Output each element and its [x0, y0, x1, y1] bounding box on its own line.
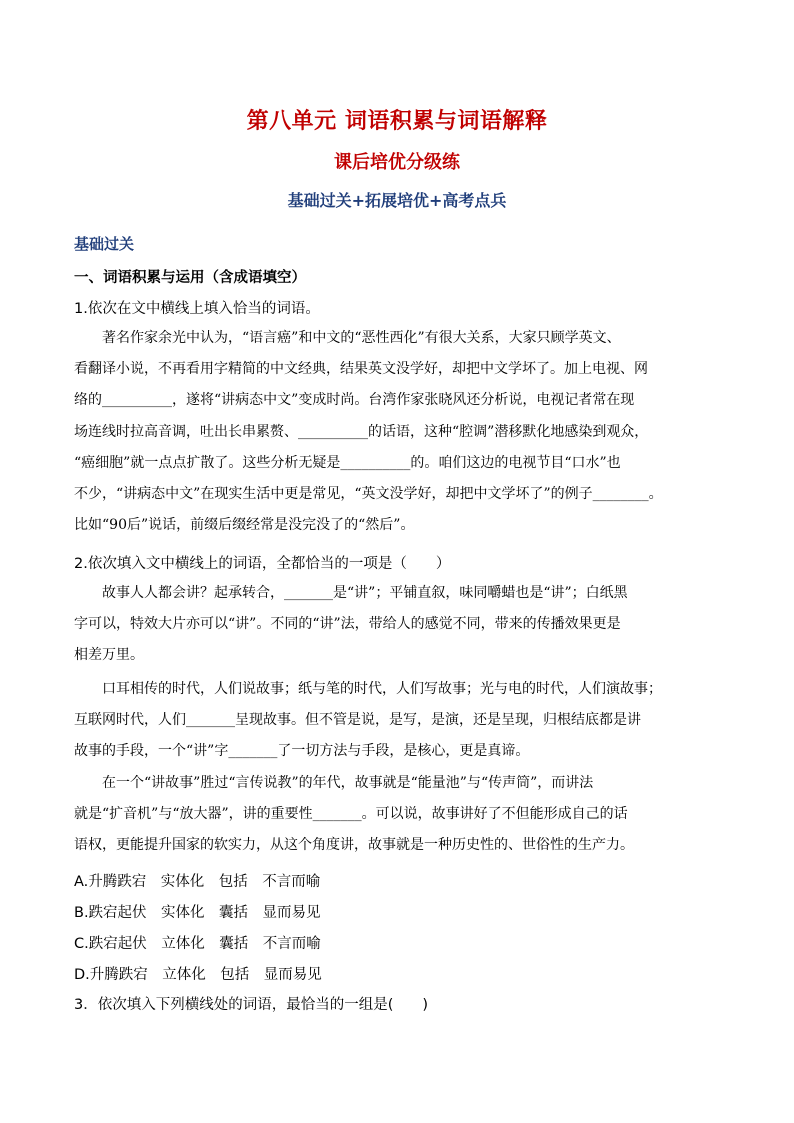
option-b: B.跌宕起伏 实体化 囊括 显而易见: [74, 905, 321, 921]
passage-line: 故事人人都会讲？起承转合，_______是“讲”；平铺直叙，味同嚼蜡也是“讲”；白纸黑: [102, 585, 628, 601]
passage-line: 语权，更能提升国家的软实力，从这个角度讲，故事就是一种历史性的、世俗性的生产力。: [74, 837, 634, 854]
passage-line: 看翻译小说，不再看用字精简的中文经典，结果英文没学好，却把中文学坏了。加上电视、网: [74, 361, 648, 378]
question-1-stem: 1.依次在文中横线上填入恰当的词语。: [74, 301, 320, 317]
passage-line: 不少，“讲病态中文”在现实生活中更是常见，“英文没学好，却把中文学坏了”的例子________。: [74, 486, 663, 503]
passage-line: 场连线时拉高音调，吐出长串累赘、__________的话语，这种“腔调”潜移默化地感染到观众，: [74, 423, 649, 440]
question-2-paragraph-3: [74, 768, 724, 862]
passage-line: 络的__________，遂将“讲病态中文”变成时尚。台湾作家张晓风还分析说，电视记者常在现: [74, 392, 635, 409]
passage-line: 就是“扩音机”与“放大器”，讲的重要性_______。可以说，故事讲好了不但能形成自己的话: [74, 806, 628, 823]
page-subtitle: 课后培优分级练: [334, 152, 460, 173]
passage-line: 口耳相传的时代，人们说故事；纸与笔的时代，人们写故事；光与电的时代，人们演故事；: [102, 681, 662, 697]
question-2-paragraph-2: [74, 674, 724, 768]
passage-line: 互联网时代，人们_______呈现故事。但不管是说，是写，是演，还是呈现，归根结底都是讲: [74, 712, 641, 729]
passage-line: 在一个“讲故事”胜过“言传说教”的年代，故事就是“能量池”与“传声筒”，而讲法: [102, 775, 594, 791]
part-heading: 一、词语积累与运用（含成语填空）: [74, 270, 306, 286]
passage-line: 字可以，特效大片亦可以“讲”。不同的“讲”法，带给人的感觉不同，带来的传播效果更是: [74, 616, 621, 633]
passage-line: “癌细胞”就一点点扩散了。这些分析无疑是__________的。咱们这边的电视节目“口水”也: [74, 454, 621, 471]
passage-line: 比如“90后”说话，前缀后缀经常是没完没了的“然后”。: [74, 517, 415, 534]
page-title: 第八单元 词语积累与词语解释: [246, 109, 548, 134]
option-d: D.升腾跌宕 立体化 包括 显而易见: [74, 967, 322, 983]
page-tagline: 基础过关+拓展培优+高考点兵: [287, 191, 507, 210]
question-2-stem: 2.依次填入文中横线上的词语，全都恰当的一项是（ ）: [74, 556, 451, 572]
question-2-paragraph-1: [74, 578, 724, 672]
option-a: A.升腾跌宕 实体化 包括 不言而喻: [74, 874, 321, 890]
passage-line: 相差万里。: [74, 647, 144, 664]
question-3-stem: 3．依次填入下列横线处的词语，最恰当的一组是( ): [74, 997, 429, 1013]
question-1-passage: [74, 323, 724, 541]
section-heading: 基础过关: [74, 235, 135, 253]
option-c: C.跌宕起伏 立体化 囊括 不言而喻: [74, 936, 321, 952]
passage-line: 著名作家余光中认为，“语言癌”和中文的“恶性西化”有很大关系，大家只顾学英文、: [102, 330, 621, 346]
passage-line: 故事的手段，一个“讲”字_______了一切方法与手段，是核心，更是真谛。: [74, 743, 530, 760]
